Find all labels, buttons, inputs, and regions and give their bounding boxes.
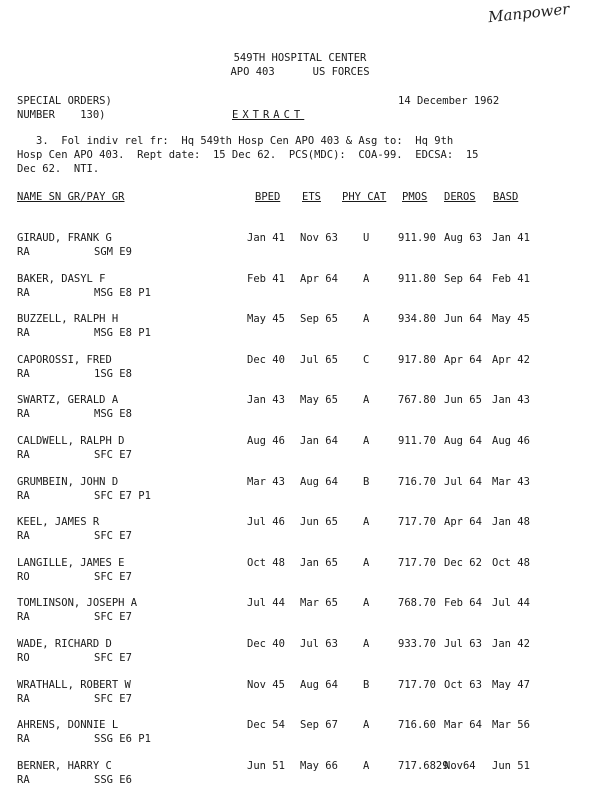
personnel-grade: SSG E6 P1 (94, 733, 151, 746)
personnel-bped: Nov 45 (247, 678, 285, 691)
personnel-comp: RA (17, 611, 30, 624)
personnel-pmos: 911.70 (398, 435, 436, 447)
personnel-bped: Feb 41 (247, 272, 285, 285)
personnel-basd: Jan 41 (492, 232, 530, 244)
personnel-name: BERNER, HARRY C (17, 759, 112, 772)
col-header-ets: ETS (302, 191, 321, 203)
order-date: 14 December 1962 (398, 95, 500, 107)
personnel-grade: MSG E8 (94, 408, 132, 421)
personnel-bped: Dec 40 (247, 638, 285, 650)
personnel-ets: Jul 65 (300, 353, 338, 366)
paragraph-line-2: Hosp Cen APO 403. Rept date: 15 Dec 62. PCS(MDC): COA-99. EDCSA: 15 (17, 149, 479, 161)
personnel-pmos: 717.70 (398, 516, 436, 529)
personnel-ets: Jan 64 (300, 435, 338, 447)
personnel-name: SWARTZ, GERALD A (17, 394, 119, 407)
personnel-deros: Nov64 (444, 759, 476, 772)
personnel-name: AHRENS, DONNIE L (17, 719, 119, 732)
personnel-ets: Nov 63 (300, 232, 338, 244)
personnel-pmos: 911.80 (398, 272, 436, 285)
personnel-deros: Jul 64 (444, 475, 482, 488)
personnel-ets: Aug 64 (300, 678, 338, 691)
personnel-grade: MSG E8 P1 (94, 286, 151, 299)
personnel-name: CALDWELL, RALPH D (17, 435, 125, 447)
paragraph-line-3: Dec 62. NTI. (17, 163, 100, 175)
personnel-pmos: 717.70 (398, 678, 436, 691)
personnel-name: TOMLINSON, JOSEPH A (17, 597, 138, 610)
personnel-cat: A (363, 719, 370, 732)
personnel-ets: Aug 64 (300, 475, 338, 488)
list-item (0, 719, 600, 749)
paragraph-line-1: 3. Fol indiv rel fr: Hq 549th Hosp Cen APO 403 & Asg to: Hq 9th (36, 135, 454, 147)
personnel-comp: RA (17, 327, 30, 340)
col-header-name: NAME SN GR/PAY GR (17, 191, 125, 203)
personnel-name: CAPOROSSI, FRED (17, 353, 112, 366)
personnel-ets: Apr 64 (300, 272, 338, 285)
list-item (0, 760, 600, 790)
personnel-pmos: 717.6829 (398, 759, 449, 772)
personnel-deros: Apr 64 (444, 353, 482, 366)
personnel-grade: SFC E7 (94, 570, 132, 583)
personnel-bped: Jan 41 (247, 232, 285, 244)
personnel-grade: SSG E6 (94, 773, 132, 786)
personnel-basd: Aug 46 (492, 435, 530, 447)
personnel-name: KEEL, JAMES R (17, 516, 100, 529)
personnel-bped: Jul 44 (247, 597, 285, 610)
personnel-deros: Sep 64 (444, 272, 482, 285)
personnel-deros: Aug 64 (444, 435, 482, 447)
personnel-bped: Oct 48 (247, 556, 285, 569)
special-orders-label: SPECIAL ORDERS) (17, 95, 112, 107)
personnel-cat: C (363, 353, 370, 366)
personnel-bped: Jun 51 (247, 759, 285, 772)
personnel-comp: RA (17, 773, 30, 786)
personnel-deros: Jun 64 (444, 313, 482, 326)
personnel-grade: 1SG E8 (94, 367, 132, 380)
personnel-pmos: 917.80 (398, 353, 436, 366)
personnel-grade: MSG E8 P1 (94, 327, 151, 340)
list-item (0, 313, 600, 343)
list-item (0, 394, 600, 424)
extract-title: EXTRACT (232, 109, 305, 121)
personnel-cat: A (363, 435, 370, 447)
personnel-comp: RO (17, 570, 30, 583)
list-item (0, 597, 600, 627)
personnel-cat: U (363, 232, 370, 244)
list-item (0, 273, 600, 303)
personnel-ets: Sep 67 (300, 719, 338, 732)
personnel-cat: A (363, 394, 370, 407)
personnel-deros: Jun 65 (444, 394, 482, 407)
list-item (0, 516, 600, 546)
personnel-name: BAKER, DASYL F (17, 272, 106, 285)
personnel-ets: Jun 65 (300, 516, 338, 529)
list-item (0, 435, 600, 465)
personnel-grade: SFC E7 (94, 652, 132, 664)
personnel-comp: RA (17, 246, 30, 258)
personnel-name: LANGILLE, JAMES E (17, 556, 125, 569)
personnel-cat: A (363, 556, 370, 569)
personnel-bped: May 45 (247, 313, 285, 326)
personnel-pmos: 767.80 (398, 394, 436, 407)
col-header-deros: DEROS (444, 191, 476, 203)
personnel-basd: Feb 41 (492, 272, 530, 285)
handwritten-note: Manpower (487, 0, 571, 27)
personnel-grade: SFC E7 (94, 449, 132, 461)
personnel-basd: May 45 (492, 313, 530, 326)
personnel-basd: Oct 48 (492, 556, 530, 569)
personnel-bped: Jul 46 (247, 516, 285, 529)
personnel-deros: Feb 64 (444, 597, 482, 610)
personnel-ets: May 65 (300, 394, 338, 407)
list-item (0, 232, 600, 262)
personnel-pmos: 934.80 (398, 313, 436, 326)
list-item (0, 638, 600, 668)
personnel-ets: Jan 65 (300, 556, 338, 569)
personnel-cat: A (363, 597, 370, 610)
col-header-phy-cat: PHY CAT (342, 191, 387, 203)
personnel-deros: Mar 64 (444, 719, 482, 732)
personnel-comp: RO (17, 652, 30, 664)
personnel-grade: SFC E7 (94, 611, 132, 624)
personnel-ets: Sep 65 (300, 313, 338, 326)
personnel-pmos: 716.60 (398, 719, 436, 732)
personnel-basd: Mar 43 (492, 475, 530, 488)
personnel-basd: Jan 48 (492, 516, 530, 529)
col-header-bped: BPED (255, 191, 281, 203)
personnel-deros: Oct 63 (444, 678, 482, 691)
personnel-pmos: 717.70 (398, 556, 436, 569)
list-item (0, 476, 600, 506)
col-header-pmos: PMOS (402, 191, 428, 203)
personnel-grade: SFC E7 (94, 692, 132, 705)
personnel-basd: Jan 42 (492, 638, 530, 650)
personnel-basd: Jan 43 (492, 394, 530, 407)
personnel-ets: Jul 63 (300, 638, 338, 650)
personnel-grade: SFC E7 P1 (94, 489, 151, 502)
personnel-pmos: 933.70 (398, 638, 436, 650)
personnel-basd: Apr 42 (492, 353, 530, 366)
personnel-cat: B (363, 475, 370, 488)
personnel-pmos: 716.70 (398, 475, 436, 488)
personnel-comp: RA (17, 408, 30, 421)
personnel-basd: May 47 (492, 678, 530, 691)
personnel-basd: Mar 56 (492, 719, 530, 732)
order-number: NUMBER 130) (17, 109, 106, 121)
personnel-bped: Aug 46 (247, 435, 285, 447)
personnel-comp: RA (17, 733, 30, 746)
personnel-deros: Dec 62 (444, 556, 482, 569)
personnel-cat: A (363, 313, 370, 326)
personnel-name: GIRAUD, FRANK G (17, 232, 112, 244)
list-item (0, 354, 600, 384)
personnel-bped: Dec 54 (247, 719, 285, 732)
personnel-name: WADE, RICHARD D (17, 638, 112, 650)
personnel-ets: Mar 65 (300, 597, 338, 610)
personnel-cat: A (363, 516, 370, 529)
personnel-deros: Apr 64 (444, 516, 482, 529)
personnel-comp: RA (17, 692, 30, 705)
personnel-comp: RA (17, 449, 30, 461)
personnel-basd: Jun 51 (492, 759, 530, 772)
col-header-basd: BASD (493, 191, 519, 203)
personnel-name: BUZZELL, RALPH H (17, 313, 119, 326)
personnel-pmos: 911.90 (398, 232, 436, 244)
personnel-pmos: 768.70 (398, 597, 436, 610)
personnel-bped: Jan 43 (247, 394, 285, 407)
list-item (0, 557, 600, 587)
personnel-comp: RA (17, 489, 30, 502)
list-item (0, 679, 600, 709)
personnel-deros: Aug 63 (444, 232, 482, 244)
personnel-cat: A (363, 272, 370, 285)
personnel-ets: May 66 (300, 759, 338, 772)
personnel-grade: SGM E9 (94, 246, 132, 258)
personnel-deros: Jul 63 (444, 638, 482, 650)
header-line-1: 549TH HOSPITAL CENTER (233, 52, 367, 64)
personnel-comp: RA (17, 367, 30, 380)
header-line-2: APO 403 US FORCES (230, 66, 370, 78)
personnel-bped: Mar 43 (247, 475, 285, 488)
personnel-name: WRATHALL, ROBERT W (17, 678, 131, 691)
personnel-grade: SFC E7 (94, 530, 132, 543)
personnel-name: GRUMBEIN, JOHN D (17, 475, 119, 488)
personnel-comp: RA (17, 286, 30, 299)
personnel-comp: RA (17, 530, 30, 543)
personnel-cat: A (363, 759, 370, 772)
personnel-basd: Jul 44 (492, 597, 530, 610)
personnel-cat: B (363, 678, 370, 691)
personnel-bped: Dec 40 (247, 353, 285, 366)
personnel-cat: A (363, 638, 370, 650)
